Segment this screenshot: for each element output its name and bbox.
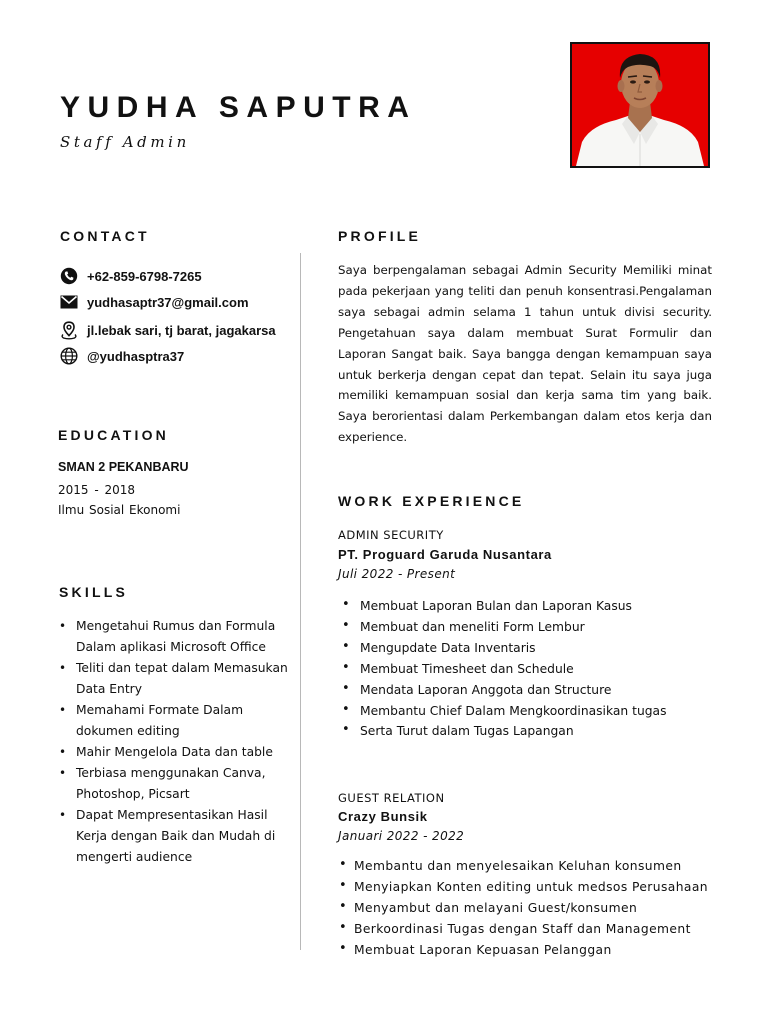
skill-item: • Mahir Mengelola Data dan table bbox=[58, 742, 293, 763]
globe-icon bbox=[59, 347, 78, 366]
profile-heading: PROFILE bbox=[338, 228, 422, 244]
education-years: 2015 - 2018 bbox=[58, 483, 136, 497]
skills-heading: SKILLS bbox=[59, 584, 128, 600]
contact-heading: CONTACT bbox=[60, 228, 150, 244]
phone-icon bbox=[59, 267, 78, 286]
profile-summary: Saya berpengalaman sebagai Admin Security Memiliki minat pada pekerjaan yang teliti dan penuh konsentrasi.Pengalaman saya sebagai admin selama 1 tahun untuk divisi security. Pengetahuan saya dalam membuat Surat Formulir dan Laporan Sangat baik. Saya bangga dengan kemampuan saya untuk berkerja dengan cepat dan tepat. Selain itu saya juga memiliki kemampuan sosial dan kerja sama tim yang baik. Saya berorientasi dalam Perkembangan dalam etos kerja dan experience. bbox=[338, 263, 712, 445]
duty-item: • Mendata Laporan Anggota dan Structure bbox=[338, 680, 718, 701]
duty-item: • Mengupdate Data Inventaris bbox=[338, 638, 718, 659]
job-dates: Januari 2022 - 2022 bbox=[338, 829, 465, 843]
duty-item: • Menyambut dan melayani Guest/konsumen bbox=[338, 898, 718, 919]
duty-item: • Membantu Chief Dalam Mengkoordinasikan tugas bbox=[338, 701, 718, 722]
email-icon bbox=[59, 293, 78, 312]
job-title: GUEST RELATION bbox=[338, 791, 445, 805]
duty-item: • Berkoordinasi Tugas dengan Staff dan Management bbox=[338, 919, 718, 940]
candidate-role: Staff Admin bbox=[60, 133, 190, 151]
social-handle: @yudhasptra37 bbox=[87, 348, 185, 364]
column-divider bbox=[300, 253, 301, 950]
skill-item: • Dapat Mempresentasikan Hasil Kerja dengan Baik dan Mudah di mengerti audience bbox=[58, 805, 293, 868]
education-school: SMAN 2 PEKANBARU bbox=[58, 460, 189, 474]
education-heading: EDUCATION bbox=[58, 427, 169, 443]
duty-item: • Membantu dan menyelesaikan Keluhan konsumen bbox=[338, 856, 718, 877]
duty-item: • Membuat Laporan Bulan dan Laporan Kasus bbox=[338, 596, 718, 617]
duty-item: • Membuat Laporan Kepuasan Pelanggan bbox=[338, 940, 718, 961]
duty-item: • Menyiapkan Konten editing untuk medsos Perusahaan bbox=[338, 877, 718, 898]
skill-item: • Teliti dan tepat dalam Memasukan Data Entry bbox=[58, 658, 293, 700]
job-title: ADMIN SECURITY bbox=[338, 528, 444, 542]
job-company: PT. Proguard Garuda Nusantara bbox=[338, 547, 552, 562]
email-address: yudhasaptr37@gmail.com bbox=[87, 294, 249, 310]
skill-item: • Terbiasa menggunakan Canva, Photoshop, Picsart bbox=[58, 763, 293, 805]
work-experience-heading: WORK EXPERIENCE bbox=[338, 493, 525, 509]
contact-social bbox=[59, 346, 184, 366]
location-icon bbox=[59, 321, 78, 340]
job-duties-list bbox=[338, 596, 718, 742]
candidate-name: YUDHA SAPUTRA bbox=[60, 91, 417, 124]
duty-item: • Membuat Timesheet dan Schedule bbox=[338, 659, 718, 680]
contact-phone bbox=[59, 266, 202, 286]
profile-photo bbox=[570, 42, 710, 168]
skill-item: • Memahami Formate Dalam dokumen editing bbox=[58, 700, 293, 742]
contact-address bbox=[59, 320, 276, 340]
skill-item: • Mengetahui Rumus dan Formula Dalam aplikasi Microsoft Office bbox=[58, 616, 293, 658]
phone-number: +62-859-6798-7265 bbox=[87, 268, 202, 284]
duty-item: • Membuat dan meneliti Form Lembur bbox=[338, 617, 718, 638]
job-company: Crazy Bunsik bbox=[338, 809, 428, 824]
duty-item: • Serta Turut dalam Tugas Lapangan bbox=[338, 721, 718, 742]
home-address: jl.lebak sari, tj barat, jagakarsa bbox=[87, 322, 276, 338]
education-major: Ilmu Sosial Ekonomi bbox=[58, 503, 181, 517]
job-duties-list bbox=[338, 856, 718, 961]
skills-list bbox=[58, 616, 293, 868]
job-dates: Juli 2022 - Present bbox=[338, 567, 456, 581]
contact-email bbox=[59, 292, 249, 312]
